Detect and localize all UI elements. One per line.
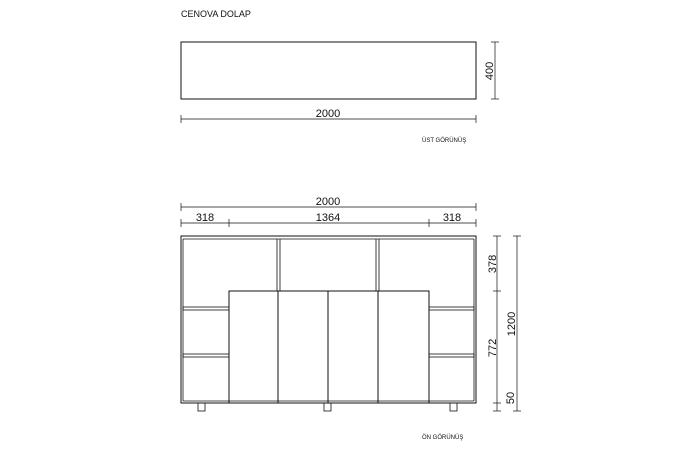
top-depth-value: 400: [484, 61, 496, 81]
top-width-dimension: [181, 108, 476, 123]
foot-middle: [324, 403, 331, 411]
door-1: [229, 291, 278, 403]
left-shelf-2: [183, 354, 229, 357]
right-section-value: 318: [442, 212, 462, 224]
total-height-value: 1200: [506, 311, 518, 337]
middle-section-value: 1364: [315, 212, 341, 224]
foot-height-value: 50: [505, 391, 517, 405]
foot-right: [450, 403, 457, 411]
front-view-label: ÖN GÖRÜNÜŞ: [422, 435, 464, 441]
upper-height-value: 378: [487, 254, 499, 274]
front-overall-width-value: 2000: [315, 196, 341, 208]
top-view: [181, 42, 499, 144]
lower-height-value: 772: [487, 338, 499, 358]
top-width-value: 2000: [315, 108, 341, 120]
top-view-outline: [181, 42, 476, 99]
drawing-title: CENOVA DOLAP: [181, 9, 251, 19]
left-shelf-1: [183, 307, 229, 310]
door-2: [278, 291, 328, 403]
top-view-label: ÜST GÖRÜNÜŞ: [422, 138, 467, 144]
front-overall-width-dimension: [181, 196, 476, 211]
cabinet-body: [181, 236, 476, 411]
front-view: [181, 196, 521, 441]
right-shelf-2: [429, 354, 474, 357]
foot-left: [198, 403, 205, 411]
left-section-value: 318: [195, 212, 215, 224]
door-4: [378, 291, 429, 403]
door-3: [328, 291, 378, 403]
front-total-height-dimension: [506, 236, 521, 411]
top-depth-dimension: [484, 42, 499, 99]
front-section-dimensions: [181, 212, 476, 227]
right-shelf-1: [429, 307, 474, 310]
